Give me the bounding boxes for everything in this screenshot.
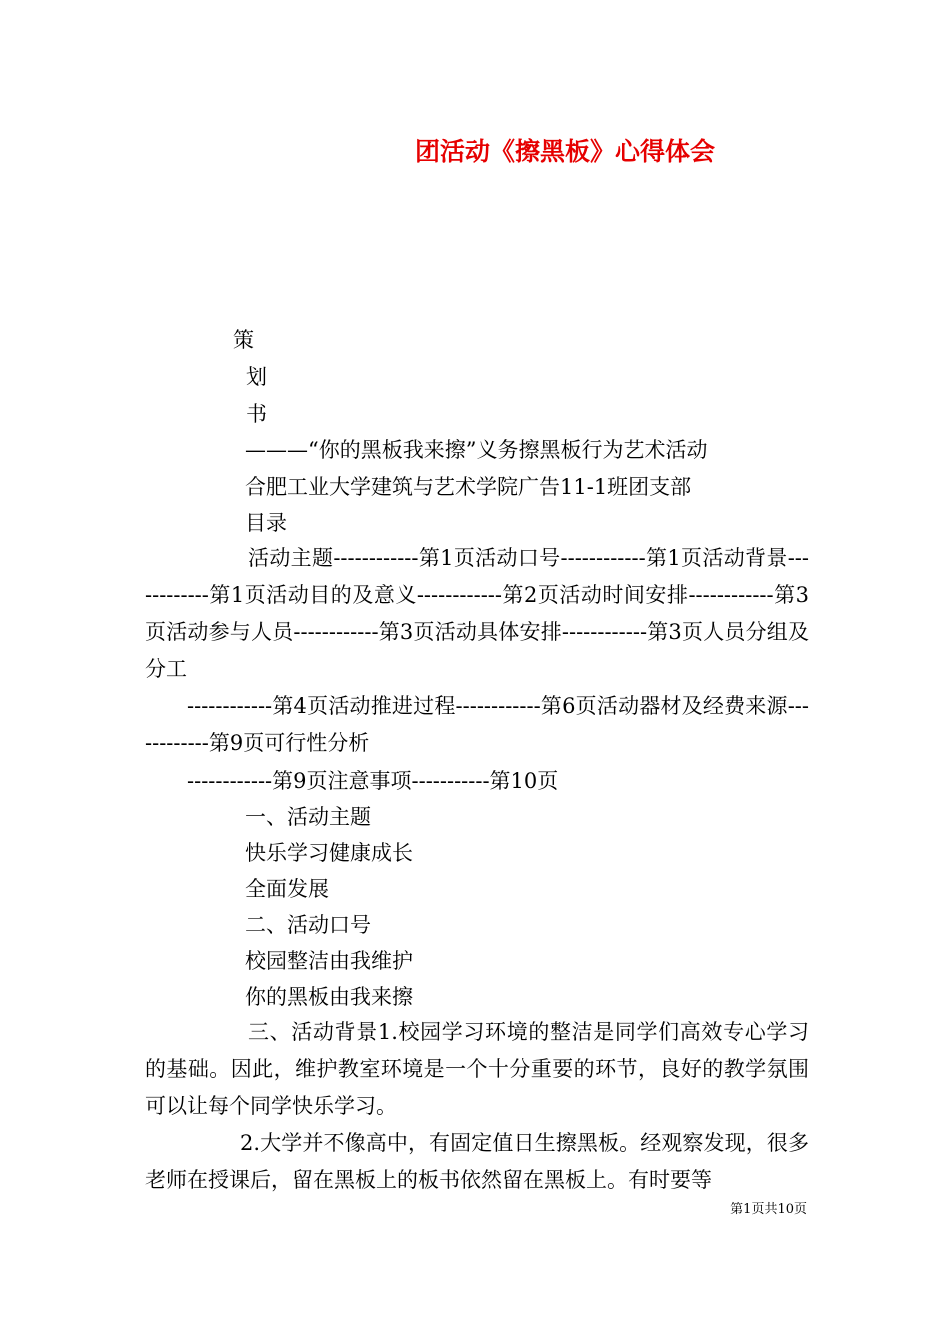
section-slogan-heading: 二、活动口号 [245, 913, 371, 937]
section-theme-heading: 一、活动主题 [245, 805, 371, 829]
table-of-contents: 活动主题------------第1页活动口号------------第1页活动背景------------第1页活动目的及意义------------第2页活动时间安排------------第3页活动参与人员------------第3页活动具体安排------------第3页人员分组及分工 [145, 546, 809, 681]
section-theme-line-2: 全面发展 [245, 877, 329, 901]
toc-label: 目录 [245, 511, 287, 535]
plan-subtitle: ———“你的黑板我来擦”义务擦黑板行为艺术活动 [245, 438, 708, 462]
section-theme-line-1: 快乐学习健康成长 [245, 841, 413, 865]
plan-heading-char-2: 划 [246, 365, 267, 389]
section-slogan-line-2: 你的黑板由我来擦 [245, 985, 413, 1009]
plan-heading-char-1: 策 [233, 328, 254, 352]
table-of-contents-end: ------------第9页注意事项-----------第10页 [187, 769, 559, 793]
section-slogan-line-1: 校园整洁由我维护 [245, 949, 413, 973]
section-background-paragraph-1: 三、活动背景1.校园学习环境的整洁是同学们高效专心学习的基础。因此，维护教室环境是一个十分重要的环节，良好的教学氛围可以让每个同学快乐学习。 [145, 1020, 809, 1118]
plan-heading-char-3: 书 [246, 402, 267, 426]
plan-organizer: 合肥工业大学建筑与艺术学院广告11-1班团支部 [245, 475, 692, 499]
table-of-contents-continued: ------------第4页活动推进过程------------第6页活动器材及经费来源------------第9页可行性分析 [145, 694, 809, 755]
page-number-footer: 第1页共10页 [730, 1202, 807, 1217]
document-title: 团活动《擦黑板》心得体会 [414, 137, 715, 166]
section-background-paragraph-2: 2.大学并不像高中，有固定值日生擦黑板。经观察发现，很多老师在授课后，留在黑板上的板书依然留在黑板上。有时要等 [145, 1131, 809, 1192]
